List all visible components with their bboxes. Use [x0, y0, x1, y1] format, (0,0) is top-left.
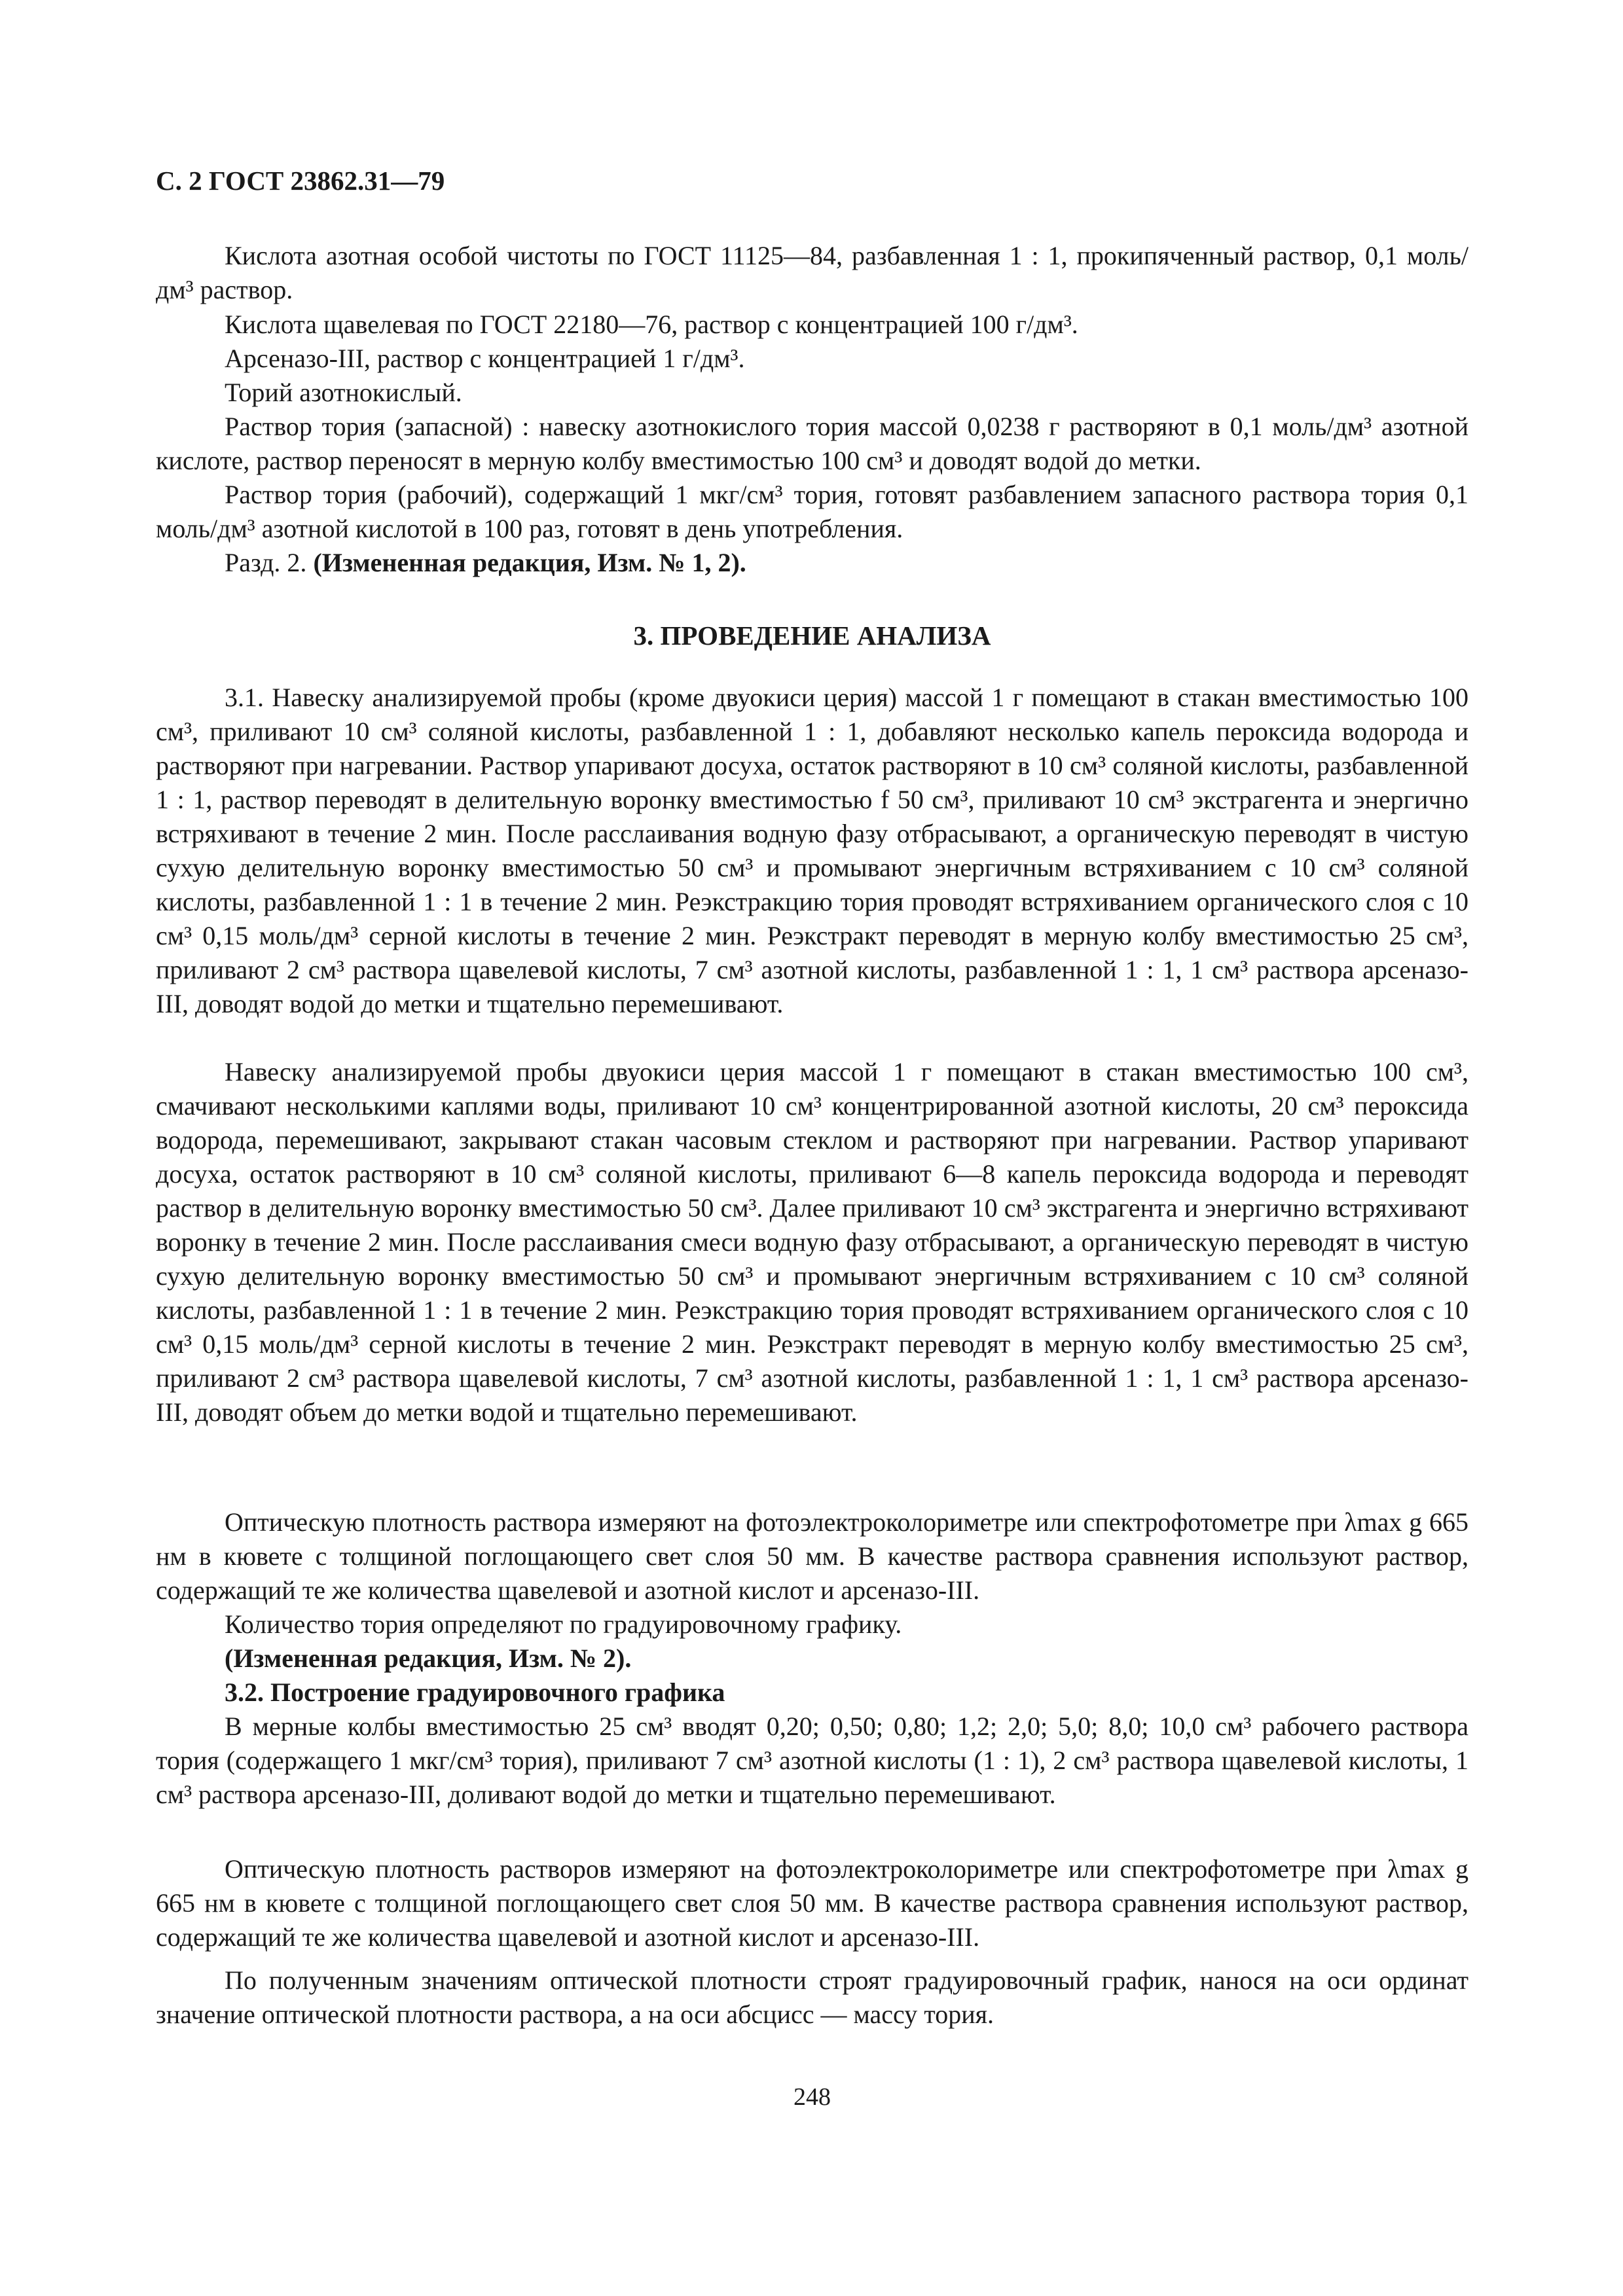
- paragraph-3-2: В мерные колбы вместимостью 25 см³ вводят 0,20; 0,50; 0,80; 1,2; 2,0; 5,0; 8,0; 10,0 см³ рабочего раствора тория (содержащего 1 мкг/см³ тория), приливают 7 см³ азотной кислоты (1 : 1), 2 см³ раствора щавелевой кислоты, 1 см³ раствора арсеназо-III, доливают водой до метки и тщательно перемешивают.: [156, 1712, 1468, 1809]
- reagent-arsenazo: Арсеназо-III, раствор с концентрацией 1 г/дм³.: [225, 344, 745, 373]
- paragraph-3-2-plot: По полученным значениям оптической плотности строят градуировочный график, нанося на оси ординат значение оптической плотности раствора, а на оси абсцисс — массу тория.: [156, 1965, 1468, 2029]
- reagent-nitric-acid: Кислота азотная особой чистоты по ГОСТ 11125—84, разбавленная 1 : 1, прокипяченный раствор, 0,1 моль/дм³ раствор.: [156, 241, 1468, 304]
- razd-note-prefix: Разд. 2.: [225, 548, 314, 577]
- page-number: 248: [793, 2083, 831, 2111]
- subsection-3-2-title: 3.2. Построение градуировочного графика: [225, 1677, 725, 1707]
- reagent-thorium-nitrate: Торий азотнокислый.: [225, 378, 462, 407]
- reagent-oxalic-acid: Кислота щавелевая по ГОСТ 22180—76, раствор с концентрацией 100 г/дм³.: [225, 310, 1078, 339]
- page-header: С. 2 ГОСТ 23862.31—79: [156, 166, 445, 196]
- reagent-thorium-working: Раствор тория (рабочий), содержащий 1 мкг/см³ тория, готовят разбавлением запасного раствора тория 0,1 моль/дм³ азотной кислотой в 100 раз, готовят в день употребления.: [156, 480, 1468, 543]
- reagent-thorium-stock: Раствор тория (запасной) : навеску азотнокислого тория массой 0,0238 г растворяют в 0,1 моль/дм³ азотной кислоте, раствор переносят в мерную колбу вместимостью 100 см³ и доводят водой до метки.: [156, 412, 1468, 475]
- paragraph-3-2-measure: Оптическую плотность растворов измеряют на фотоэлектроколориметре или спектрофотометре при λmax g 665 нм в кювете с толщиной поглощающего свет слоя 50 мм. В качестве раствора сравнения используют раствор, содержащий те же количества щавелевой и азотной кислот и арсеназо-III.: [156, 1854, 1468, 1952]
- paragraph-3-1-measure: Оптическую плотность раствора измеряют на фотоэлектроколориметре или спектрофотометре при λmax g 665 нм в кювете с толщиной поглощающего свет слоя 50 мм. В качестве раствора сравнения используют раствор, содержащий те же количества щавелевой и азотной кислот и арсеназо-III.: [156, 1507, 1468, 1605]
- paragraph-3-1-ceria: Навеску анализируемой пробы двуокиси церия массой 1 г помещают в стакан вместимостью 100 см³, смачивают несколькими каплями воды, приливают 10 см³ концентрированной азотной кислоты, 20 см³ пероксида водорода, перемешивают, закрывают стакан часовым стеклом и растворяют при нагревании. Раствор упаривают досуха, остаток растворяют в 10 см³ соляной кислоты, приливают 6—8 капель пероксида водорода и переводят раствор в делительную воронку вместимостью 50 см³. Далее приливают 10 см³ экстрагента и энергично встряхивают воронку в течение 2 мин. После расслаивания смеси водную фазу отбрасывают, а органическую переводят в чистую сухую делительную воронку вместимостью 50 см³ и промывают энергичным встряхиванием с 10 см³ соляной кислоты, разбавленной 1 : 1 в течение 2 мин. Реэкстракцию тория проводят встряхиванием органического слоя с 10 см³ 0,15 моль/дм³ серной кислоты в течение 2 мин. Реэкстракт переводят в мерную колбу вместимостью 25 см³, приливают 2 см³ раствора щавелевой кислоты, 7 см³ азотной кислоты, разбавленной 1 : 1, 1 см³ раствора арсеназо-III, доводят объем до метки водой и тщательно перемешивают.: [156, 1057, 1468, 1427]
- section-title: 3. ПРОВЕДЕНИЕ АНАЛИЗА: [633, 620, 991, 651]
- paragraph-3-1: 3.1. Навеску анализируемой пробы (кроме двуокиси церия) массой 1 г помещают в стакан вместимостью 100 см³, приливают 10 см³ соляной кислоты, разбавленной 1 : 1, добавляют несколько капель пероксида водорода и растворяют при нагревании. Раствор упаривают досуха, остаток растворяют в 10 см³ соляной кислоты, разбавленной 1 : 1, раствор переводят в делительную воронку вместимостью f 50 см³, приливают 10 см³ экстрагента и энергично встряхивают в течение 2 мин. После расслаивания водную фазу отбрасывают, а органическую переводят в чистую сухую делительную воронку вместимостью 50 см³ и промывают энергичным встряхиванием с 10 см³ соляной кислоты, разбавленной 1 : 1 в течение 2 мин. Реэкстракцию тория проводят встряхиванием органического слоя с 10 см³ 0,15 моль/дм³ серной кислоты в течение 2 мин. Реэкстракт переводят в мерную колбу вместимостью 25 см³, приливают 2 см³ раствора щавелевой кислоты, 7 см³ азотной кислоты, разбавленной 1 : 1, 1 см³ раствора арсеназо-III, доводят водой до метки и тщательно перемешивают.: [156, 683, 1468, 1018]
- paragraph-3-1-note: (Измененная редакция, Изм. № 2).: [225, 1643, 632, 1673]
- razd-note: [225, 546, 746, 580]
- paragraph-3-1-calc: Количество тория определяют по градуировочному графику.: [225, 1609, 902, 1639]
- razd-note-bold: (Измененная редакция, Изм. № 1, 2).: [313, 548, 746, 577]
